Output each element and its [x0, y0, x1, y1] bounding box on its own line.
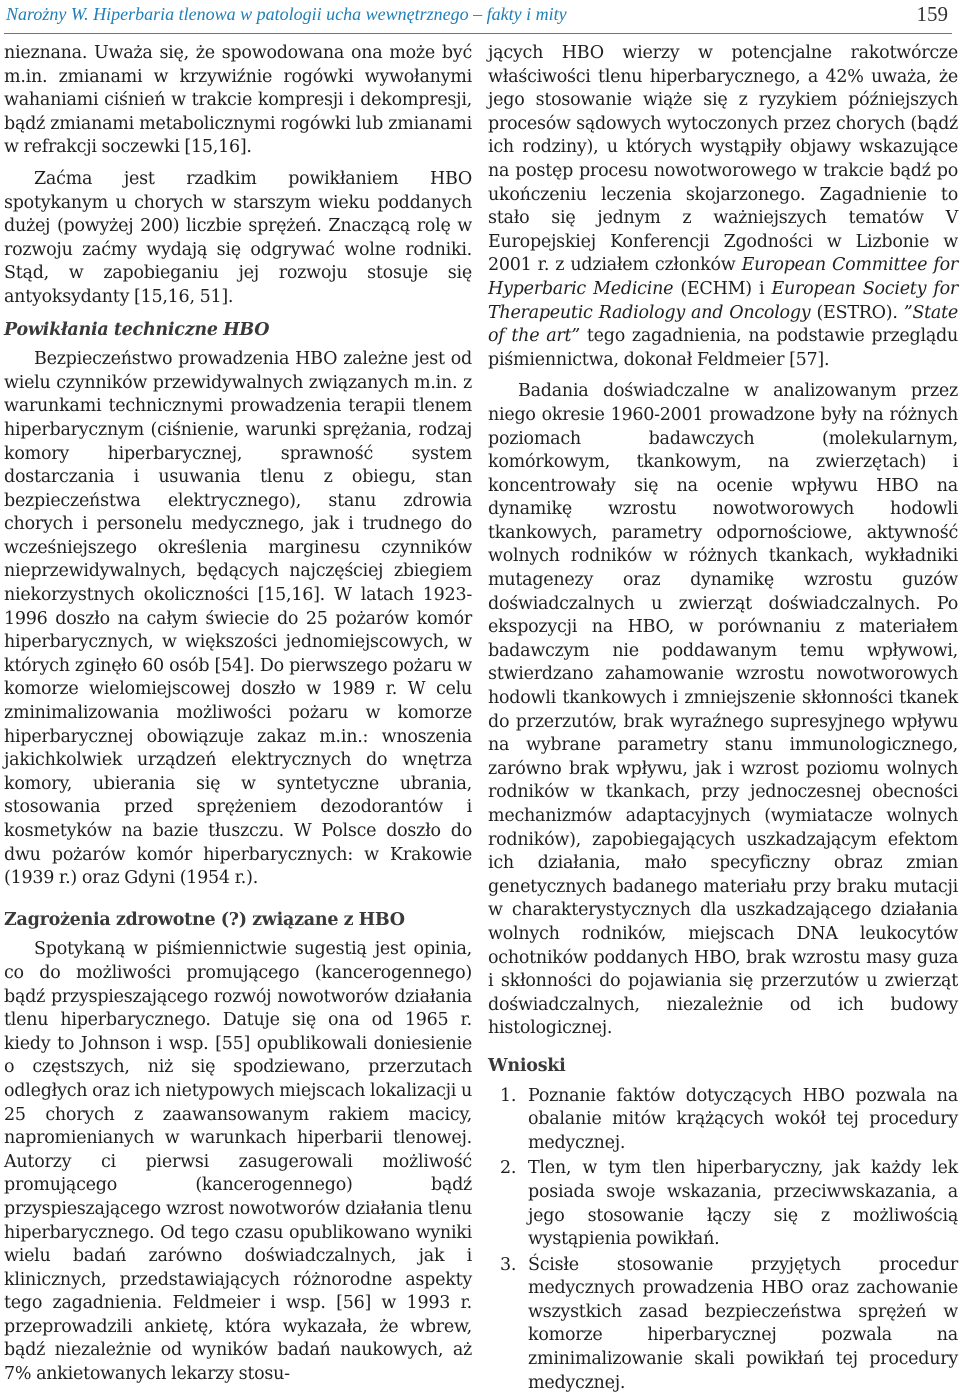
organization-name: European Society for Therapeutic Radiology and Oncology [488, 278, 958, 323]
conclusion-text: Tlen, w tym tlen hiperbaryczny, jak każdy lek posiada swoje wskazania, przeciwwskazania, a jego stosowanie łączy się z możliwością wystąpienia powikłań. [528, 1158, 958, 1250]
header-rule [4, 33, 952, 34]
conclusion-text: Poznanie faktów dotyczących HBO pozwala na obalanie mitów krążących wokół tej procedury medycznej. [528, 1085, 958, 1153]
paragraph: Zaćma jest rzadkim powikłaniem HBO spotykanym u chorych w starszym wieku poddanych dużej (powyżej 200) liczbie sprężeń. Znaczącą rolę w rozwoju zaćmy wydają się odgrywać wolne rodniki. Stąd, w zapobieganiu jej rozwoju stosuje się antyoksydanty [15,16, 51]. [4, 168, 472, 307]
conclusion-number: 2. [500, 1158, 517, 1179]
conclusion-item [488, 1254, 958, 1396]
conclusion-item [488, 1157, 958, 1251]
section-heading: Zagrożenia zdrowotne (?) związane z HBO [4, 909, 405, 930]
paragraph: Bezpieczeństwo prowadzenia HBO zależne jest od wielu czynników przewidywalnych związanych m.in. z warunkami technicznymi prowadzenia terapii tlenem hiperbarycznym (ciśnienie, warunki sprężania, rodzaj komory hiperbarycznej, sprawność system dostarczania i usuwania tlenu z obiegu, stan bezpieczeństwa elektrycznego), stanu zdrowia chorych i personelu medycznego, jak i trudnego do wcześniejszego określenia marginesu czynników nieprzewidywalnych, będących najczęściej zbiegiem niekorzystnych okoliczności [15,16]. W latach 1923-1996 doszło na całym świecie do 25 pożarów komór hiperbarycznych, w większości jednomiejscowych, w których zginęło 60 osób [54]. Do pierwszego pożaru w komorze wielomiejscowej doszło w 1989 r. W celu zminimalizowania możliwości pożaru w komorze hiperbarycznej obowiązuje zakaz m.in.: wnoszenia jakichkolwiek urządzeń elektrycznych do wnętrza komory, ubierania się w syntetyczne ubrania, stosowania przed sprężeniem dezodorantów i kosmetyków na bazie tłuszczu. W Polsce doszło do dwu pożarów komór hiperbarycznych: w Krakowie (1939 r.) oraz Gdyni (1954 r.). [4, 349, 472, 889]
running-header [6, 0, 948, 28]
conclusion-number: 3. [500, 1254, 517, 1275]
paragraph: Badania doświadczalne w analizowanym przez niego okresie 1960-2001 prowadzone były na różnych poziomach badawczych (molekularnym, komórkowym, tkankowym, na zwierzętach) i koncentrowały się na ocenie wpływu HBO na dynamikę wzrostu nowotworowych hodowli tkankowych, parametry odpornościowe, aktywność wolnych rodników w różnych tkankach, wykładniki mutagenezy oraz dynamikę wzrostu guzów doświadczalnych u zwierząt doświadczalnych. Po ekspozycji na HBO, w porównaniu z materiałem badawczym nie poddawanym temu wpływowi, stwierdzano zahamowanie wzrostu nowotworowych hodowli tkankowych i zmniejszenie skłonności tkanek do przerzutów, brak wyraźnego supresyjnego wpływu na wybrane parametry stanu immunologicznego, zarówno brak wpływu, jak i wzrost poziomu wolnych rodników w tkankach, przy jednoczesnej obecności mechanizmów adaptacyjnych (wymiatacze wolnych rodników), zapobiegających uszkadzającym efektom ich działania, mało specyficzny obraz zmian genetycznych badanego materiału przy braku mutacji w charakterystycznych dla uszkadzającego działania wolnych rodników, miejscach DNA leukocytów ochotników poddanych HBO, brak wzrostu masy guza i skłonności do pojawiania się przerzutów u zwierząt doświadczalnych, niezależnie od ich budowy histologicznej. [488, 381, 958, 1039]
text-run: (ECHM) i [673, 278, 772, 299]
quoted-phrase: ”State of the art” [488, 302, 958, 347]
section-heading: Wnioski [488, 1055, 566, 1076]
left-column [4, 42, 472, 1387]
paragraph [488, 42, 958, 372]
text-run: (ESTRO). [810, 302, 904, 323]
right-column [488, 42, 958, 1397]
paragraph: nieznana. Uważa się, że spowodowana ona może być m.in. zmianami w krzywiźnie rogówki wywołanymi wahaniami ciśnień w trakcie kompresji i dekompresji, bądź zmianami metabolicznymi rogówki lub zmianami w refrakcji soczewki [15,16]. [4, 43, 472, 158]
conclusion-text: Ścisłe stosowanie przyjętych procedur medycznych prowadzenia HBO oraz zachowanie wszystkich zasad bezpieczeństwa sprężeń w komorze hiperbarycznej pozwala na zminimalizowanie skali powikłań tej procedury medycznej. [528, 1254, 958, 1393]
paragraph: Spotykaną w piśmiennictwie sugestią jest opinia, co do możliwości promującego (kancerogennego) bądź przyspieszającego rozwój nowotworów działania tlenu hiperbarycznego. Datuje się ona od 1965 r. kiedy to Johnson i wsp. [55] opublikowali doniesienie o częstszych, niż się spodziewano, przerzutach odległych oraz ich nietypowych miejscach lokalizacji u 25 chorych z zaawansowanym rakiem macicy, napromienianych w warunkach hiperbarii tlenowej. Autorzy ci pierwsi zasugerowali możliwość promującego (kancerogennego) bądź przyspieszającego wzrost nowotworów działania tlenu hiperbarycznego. Od tego czasu opublikowano wyniki wielu badań zarówno doświadczalnych, jak i klinicznych, przedstawiających różnorodne aspekty tego zagadnienia. Feldmeier i wsp. [56] w 1993 r. przeprowadzili ankietę, która wykazała, że wbrew, bądź niezależnie od wyników badań naukowych, aż 7% ankietowanych lekarzy stosu- [4, 939, 472, 1385]
running-title: Narożny W. Hiperbaria tlenowa w patologii ucha wewnętrznego – fakty i mity [6, 3, 567, 24]
conclusion-number: 1. [500, 1085, 517, 1106]
conclusions-list [488, 1085, 958, 1396]
organization-name: European Committee for Hyperbaric Medicine [488, 255, 959, 299]
conclusion-item [488, 1085, 958, 1156]
page-number: 159 [916, 1, 948, 26]
text-run: jących HBO wierzy w potencjalne rakotwórcze właściwości tlenu hiperbarycznego, a 42% uważa, że jego stosowanie wiąże się z ryzykiem późniejszych procesów sądowych wytoczonych przez chorych (bądź ich rodziny), u których wystąpiły objawy wskazujące na postęp procesu nowotworowego w trakcie bądź po ukończeniu leczenia skojarzonego. Zagadnienie to stało się jednym z ważniejszych tematów V Europejskiej Konferencji Zgodności w Lizbonie w 2001 r. z udziałem członków [488, 43, 958, 276]
text-run: tego zagadnienia, na podstawie przeglądu piśmiennictwa, dokonał Feldmeier [57]. [488, 326, 958, 370]
section-heading: Powikłania techniczne HBO [4, 319, 270, 340]
